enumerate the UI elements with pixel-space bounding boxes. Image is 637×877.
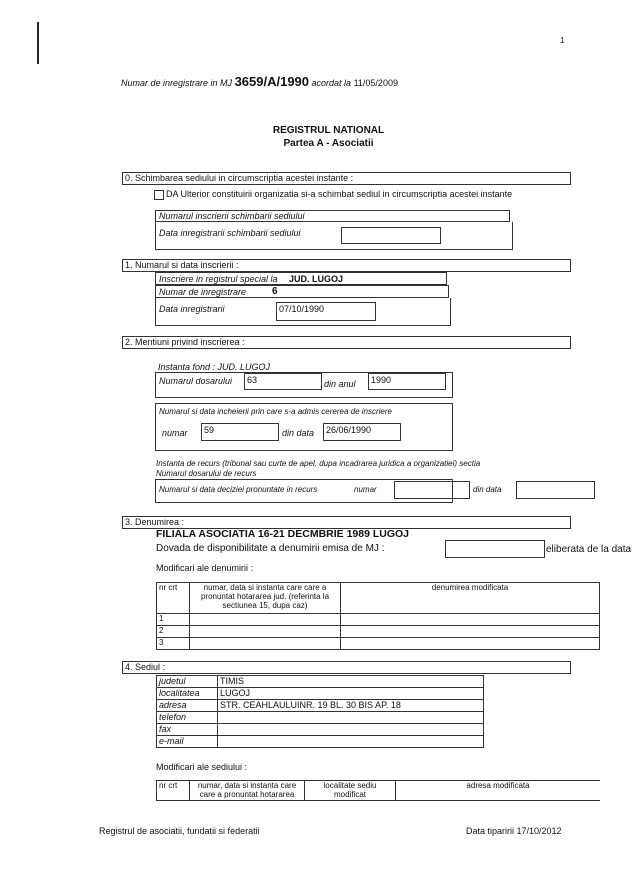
table-header-cell: adresa modificata — [396, 781, 601, 801]
section-0-checkbox[interactable] — [154, 190, 164, 200]
footer-left: Registrul de asociatii, fundatii si federatii — [99, 826, 260, 836]
section-0-checkbox-label: DA Ulterior constituirii organizatia si-a schimbat sediul in circumscriptia acestei instante — [166, 189, 513, 199]
section-2-decizie-numar-label: numar — [354, 485, 377, 494]
section-2-an-label: din anul — [324, 379, 356, 389]
section-2-heading: 2. Mentiuni privind inscrierea : — [122, 336, 571, 349]
section-2-decizie-din-data-label: din data — [473, 485, 502, 494]
section-3-name: FILIALA ASOCIATIA 16-21 DECMBRIE 1989 LUGOJ — [156, 528, 410, 540]
table-cell — [190, 614, 341, 626]
section-2-dosar-value: 63 — [244, 373, 322, 390]
header-prefix: Numar de inregistrare in MJ — [121, 78, 233, 88]
section-2-incheiere-box — [155, 403, 453, 451]
page-number: 1 — [560, 36, 565, 45]
section-0-nr-label: Numarul inscrierii schimbarii sediului — [159, 211, 305, 221]
table-row — [157, 700, 484, 712]
table-row — [157, 676, 484, 688]
section-2-decizie-label: Numarul si data deciziei pronuntate in recurs — [159, 485, 318, 494]
document-title: REGISTRUL NATIONAL — [272, 125, 385, 136]
table-header-row — [157, 781, 601, 801]
section-2-numar-label: numar — [162, 428, 188, 438]
section-1-data-value: 07/10/1990 — [276, 302, 376, 321]
registration-header — [121, 74, 398, 89]
table-header-cell: nr crt — [157, 583, 190, 614]
section-0-data-label: Data inregistrarii schimbarii sediului — [159, 228, 301, 238]
section-3-heading: 3. Denumirea : — [122, 516, 571, 529]
table-cell: 3 — [157, 638, 190, 650]
section-3-modificari-label: Modificari ale denumirii : — [156, 563, 254, 573]
table-row — [157, 724, 484, 736]
header-number: 3659/A/1990 — [234, 74, 310, 89]
section-0-heading: 0. Schimbarea sediului in circumscriptia acestei instante : — [122, 172, 571, 185]
section-2-din-data-value: 26/06/1990 — [323, 423, 401, 441]
table-row — [157, 614, 600, 626]
section-4-modificari-table — [156, 780, 600, 801]
section-0-data-value — [341, 227, 441, 244]
table-header-cell: localitate sediu modificat — [305, 781, 396, 801]
section-2-decizie-din-data-value — [516, 481, 595, 499]
section-2-decizie-numar-value — [394, 481, 470, 499]
section-2-recurs-line1: Instanta de recurs (tribunal sau curte de apel, dupa incadrarea juridica a organizatiei) sectia — [156, 459, 481, 468]
field-value — [218, 724, 484, 736]
field-label: judetul — [157, 676, 218, 688]
section-3-eliberata-label: eliberata de la data — [546, 544, 632, 555]
document-subtitle: Partea A - Asociatii — [283, 138, 374, 149]
section-2-recurs-line2: Numarul dosarului de recurs — [156, 469, 257, 478]
section-1-heading: 1. Numarul si data inscrierii : — [122, 259, 571, 272]
table-row — [157, 638, 600, 650]
table-row — [157, 688, 484, 700]
field-label: localitatea — [157, 688, 218, 700]
section-2-instanta: Instanta fond : JUD. LUGOJ — [158, 362, 271, 372]
section-1-data-label: Data inregistrarii — [159, 304, 225, 314]
table-cell: 2 — [157, 626, 190, 638]
field-value — [218, 736, 484, 748]
table-header-cell: denumirea modificata — [341, 583, 600, 614]
section-2-din-data-label: din data — [282, 428, 315, 438]
header-suffix: acordat la — [311, 78, 352, 88]
field-value: TIMIS — [218, 676, 484, 688]
section-1-inscriere-value: JUD. LUGOJ — [289, 274, 344, 284]
field-label: telefon — [157, 712, 218, 724]
section-3-modificari-table — [156, 582, 600, 650]
table-header-cell: numar, data si instanta care care a pronuntat hotararea jud. (referinta la sectiunea 15, dupa caz) — [190, 583, 341, 614]
section-2-an-value: 1990 — [368, 373, 446, 390]
section-1-inscriere-label: Inscriere in registrul special la — [159, 274, 278, 284]
field-label: e-mail — [157, 736, 218, 748]
table-row — [157, 736, 484, 748]
table-header-cell: numar, data si instanta care care a pronuntat hotararea — [190, 781, 305, 801]
field-label: fax — [157, 724, 218, 736]
section-2-incheiere-label: Numarul si data incheierii prin care s-a admis cererea de inscriere — [159, 407, 392, 416]
scan-margin-mark — [37, 22, 39, 64]
table-cell — [341, 614, 600, 626]
table-cell: 1 — [157, 614, 190, 626]
section-3-dovada-label: Dovada de disponibilitate a denumirii emisa de MJ : — [156, 543, 385, 554]
table-cell — [341, 638, 600, 650]
field-value: STR. CEAHLAULUINR. 19 BL. 30 BIS AP. 18 — [218, 700, 484, 712]
table-cell — [190, 638, 341, 650]
section-2-numar-value: 59 — [201, 423, 279, 441]
field-value — [218, 712, 484, 724]
table-header-cell: nr crt — [157, 781, 190, 801]
section-4-modificari-label: Modificari ale sediului : — [156, 762, 248, 772]
section-4-heading: 4. Sediul : — [122, 661, 571, 674]
section-1-nr-value: 6 — [272, 286, 278, 297]
table-cell — [190, 626, 341, 638]
section-3-dovada-value — [445, 540, 545, 558]
section-1-nr-box — [155, 285, 449, 298]
table-row — [157, 712, 484, 724]
field-value: LUGOJ — [218, 688, 484, 700]
section-0-nr-box — [155, 210, 510, 222]
footer-right: Data tiparirii 17/10/2012 — [466, 826, 562, 836]
table-row — [157, 626, 600, 638]
section-2-dosar-label: Numarul dosarului — [159, 376, 233, 386]
section-4-sediu-table — [156, 675, 484, 748]
section-1-inscriere-box — [155, 272, 447, 285]
header-date: 11/05/2009 — [353, 78, 398, 88]
section-1-nr-label: Numar de inregistrare — [159, 287, 247, 297]
table-header-row — [157, 583, 600, 614]
field-label: adresa — [157, 700, 218, 712]
table-cell — [341, 626, 600, 638]
section-0-data-box — [155, 222, 513, 250]
